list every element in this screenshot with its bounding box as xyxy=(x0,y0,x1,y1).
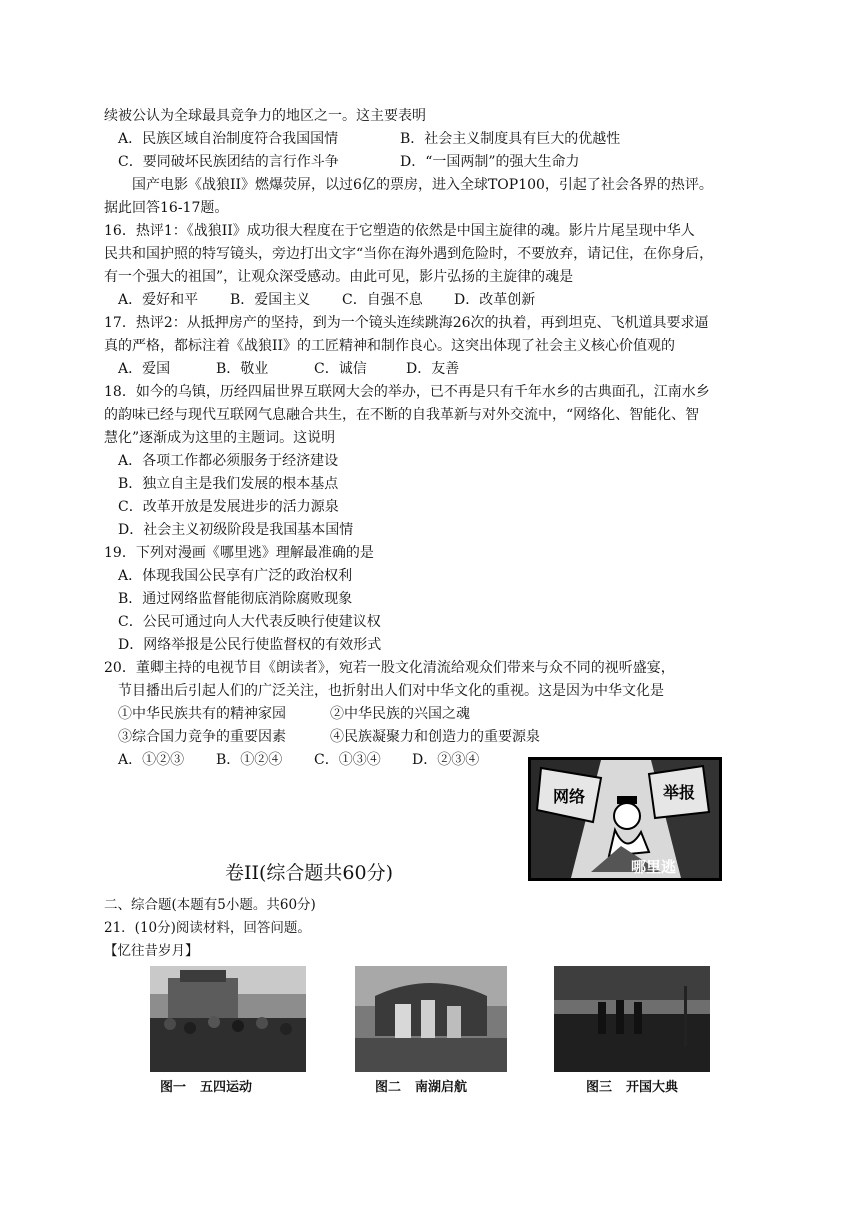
q20-option-c: C．①③④ xyxy=(314,752,381,768)
figure-3-title: 开国大典 xyxy=(626,1080,679,1095)
q15-options-row-2 xyxy=(118,152,580,172)
film-intro-line-2: 据此回答16-17题。 xyxy=(104,200,229,216)
q15-option-a: A．民族区域自治制度符合我国国情 xyxy=(118,131,339,147)
q17-option-d: D．友善 xyxy=(406,361,460,377)
q19-option-b: B．通过网络监督能彻底消除腐败现象 xyxy=(118,591,353,607)
q18-option-a: A．各项工作都必须服务于经济建设 xyxy=(118,453,339,469)
cartoon-illustration xyxy=(531,760,719,878)
part2-title: 卷II(综合题共60分) xyxy=(225,862,394,884)
q16-option-a: A．爱好和平 xyxy=(118,292,199,308)
figure-2-number: 图二 xyxy=(375,1080,402,1095)
q20-option-d: D．②③④ xyxy=(412,752,480,768)
q17-stem-line-1: 17．热评2：从抵押房产的坚持，到为一个镜头连续跳海26次的执着，再到坦克、飞机道具要求逼 xyxy=(104,315,709,331)
q19-option-d: D．网络举报是公民行使监督权的有效形式 xyxy=(118,637,382,653)
q21-subhead: 【忆往昔岁月】 xyxy=(104,943,199,959)
q20-items-row-1 xyxy=(118,704,470,724)
cartoon-label-report: 举报 xyxy=(663,783,696,802)
q15-options-row-1 xyxy=(118,129,620,149)
cartoon-title: 哪里逃 xyxy=(631,858,677,876)
q19-option-c: C．公民可通过向人大代表反映行使建议权 xyxy=(118,614,381,630)
q21-stem: 21．(10分)阅读材料，回答问题。 xyxy=(104,920,311,936)
q18-stem-line-2: 的韵味已经与现代互联网气息融合共生，在不断的自我革新与对外交流中，“网络化、智能化、智 xyxy=(104,407,700,423)
q16-options xyxy=(118,290,535,310)
q19-stem: 19．下列对漫画《哪里逃》理解最准确的是 xyxy=(104,545,374,561)
cartoon-label-network: 网络 xyxy=(553,787,586,806)
figure-2-title: 南湖启航 xyxy=(415,1080,468,1095)
q18-option-b: B．独立自主是我们发展的根本基点 xyxy=(118,476,339,492)
q15-option-b: B．社会主义制度具有巨大的优越性 xyxy=(400,131,621,147)
q17-stem-line-2: 真的严格，都标注着《战狼II》的工匠精神和制作良心。这突出体现了社会主义核心价值观的 xyxy=(104,338,676,354)
q18-option-d: D．社会主义初级阶段是我国基本国情 xyxy=(118,522,354,538)
film-intro-line-1: 国产电影《战狼II》燃爆荧屏，以过6亿的票房，进入全球TOP100，引起了社会各界的热评。 xyxy=(132,177,713,193)
figure-caption-2 xyxy=(375,1076,467,1095)
figure-3-number: 图三 xyxy=(586,1080,613,1095)
q20-item-1: ①中华民族共有的精神家园 xyxy=(118,706,286,722)
q17-options xyxy=(118,359,459,379)
q20-options xyxy=(118,750,479,770)
q16-option-d: D．改革创新 xyxy=(454,292,536,308)
part2-section-heading: 二、综合题(本题有5小题。共60分) xyxy=(104,897,316,913)
photo-founding-ceremony xyxy=(554,966,710,1072)
photo-may-fourth xyxy=(150,966,306,1072)
q17-option-b: B．敬业 xyxy=(216,361,269,377)
q20-item-4: ④民族凝聚力和创造力的重要源泉 xyxy=(330,729,540,745)
q20-option-a: A．①②③ xyxy=(118,752,185,768)
q17-option-c: C．诚信 xyxy=(314,361,367,377)
q15-option-c: C．要同破坏民族团结的言行作斗争 xyxy=(118,154,339,170)
q15-option-d: D．“一国两制”的强大生命力 xyxy=(400,154,580,170)
q15-stem-tail: 续被公认为全球最具竞争力的地区之一。这主要表明 xyxy=(104,108,426,124)
q18-stem-line-1: 18．如今的乌镇，历经四届世界互联网大会的举办，已不再是只有千年水乡的古典面孔，江南水乡 xyxy=(104,384,710,400)
q17-option-a: A．爱国 xyxy=(118,361,171,377)
q16-stem-line-3: 有一个强大的祖国”，让观众深受感动。由此可见，影片弘扬的主旋律的魂是 xyxy=(104,269,574,285)
q18-stem-line-3: 慧化”逐渐成为这里的主题词。这说明 xyxy=(104,430,336,446)
q20-stem-line-2: 节目播出后引起人们的广泛关注，也折射出人们对中华文化的重视。这是因为中华文化是 xyxy=(118,683,664,699)
q20-item-3: ③综合国力竞争的重要因素 xyxy=(118,729,286,745)
q16-stem-line-2: 民共和国护照的特写镜头，旁边打出文字“当你在海外遇到危险时，不要放弃，请记住，在你身后， xyxy=(104,246,714,262)
q19-option-a: A．体现我国公民享有广泛的政治权利 xyxy=(118,568,353,584)
figure-1-number: 图一 xyxy=(160,1080,187,1095)
figure-caption-3 xyxy=(586,1076,678,1095)
q20-stem-line-1: 20．董卿主持的电视节目《朗读者》，宛若一股文化清流给观众们带来与众不同的视听盛宴， xyxy=(104,660,675,676)
cartoon-nalitao xyxy=(528,757,722,881)
figure-caption-1 xyxy=(160,1076,252,1095)
q20-option-b: B．①②④ xyxy=(216,752,283,768)
q20-item-2: ②中华民族的兴国之魂 xyxy=(330,706,470,722)
q16-stem-line-1: 16．热评1：《战狼II》成功很大程度在于它塑造的依然是中国主旋律的魂。影片片尾呈现中华人 xyxy=(104,223,695,239)
q16-option-c: C．自强不息 xyxy=(342,292,423,308)
photo-nanhu-boat xyxy=(355,966,507,1072)
q20-items-row-2 xyxy=(118,727,540,747)
q16-option-b: B．爱国主义 xyxy=(230,292,311,308)
figure-1-title: 五四运动 xyxy=(200,1080,253,1095)
q18-option-c: C．改革开放是发展进步的活力源泉 xyxy=(118,499,339,515)
